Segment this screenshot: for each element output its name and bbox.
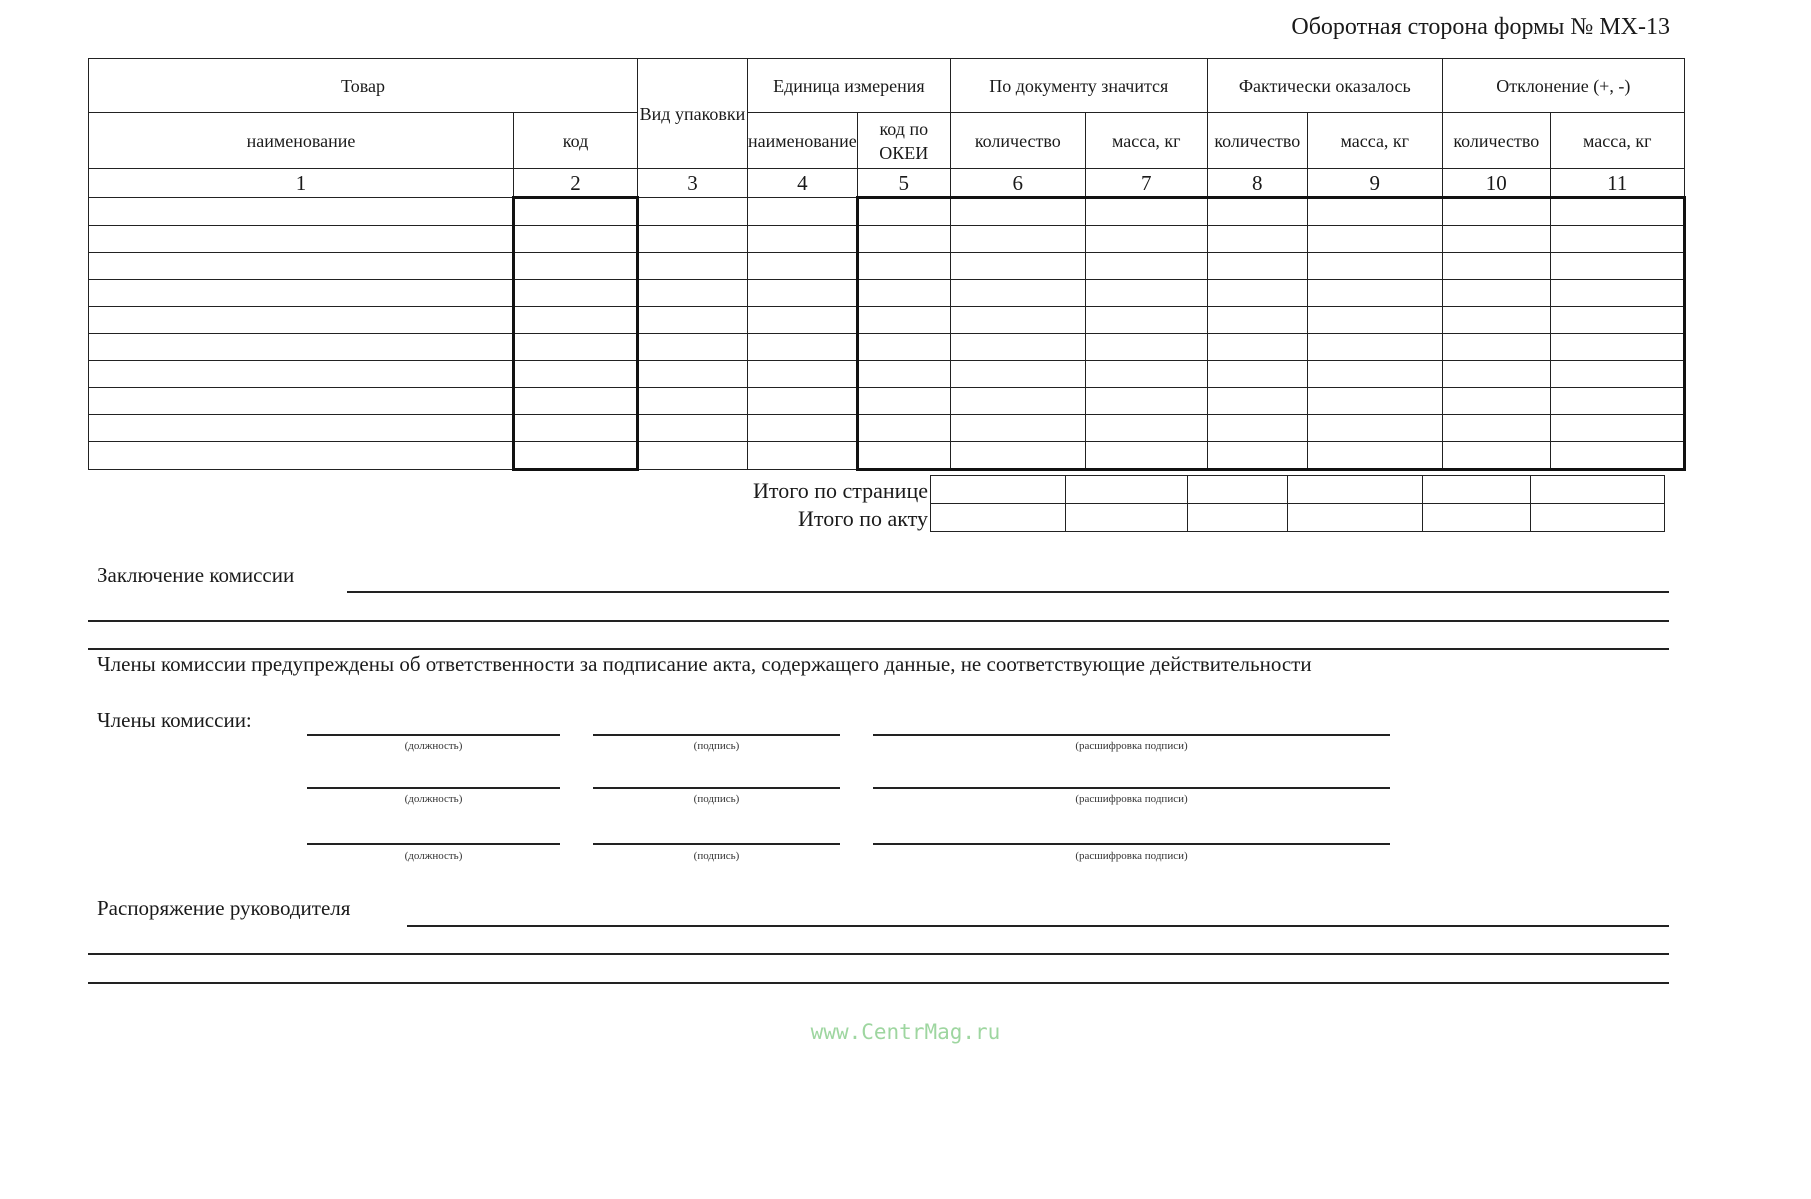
total-cell[interactable] xyxy=(1188,476,1288,504)
watermark: www.CentrMag.ru xyxy=(810,1020,1001,1044)
decoding-caption: (расшифровка подписи) xyxy=(1075,850,1188,862)
table-cell[interactable] xyxy=(1550,280,1684,307)
table-cell[interactable] xyxy=(950,253,1085,280)
column-number: 6 xyxy=(950,169,1085,198)
table-cell[interactable] xyxy=(1442,253,1550,280)
table-cell[interactable] xyxy=(638,334,748,361)
header-actual: Фактически оказалось xyxy=(1207,59,1442,113)
total-cell[interactable] xyxy=(1288,476,1423,504)
table-cell[interactable] xyxy=(1550,361,1684,388)
table-cell[interactable] xyxy=(89,307,514,334)
table-cell[interactable] xyxy=(1550,415,1684,442)
table-cell[interactable] xyxy=(950,198,1085,226)
decoding-line[interactable] xyxy=(873,787,1390,789)
table-cell[interactable] xyxy=(514,307,638,334)
decoding-line[interactable] xyxy=(873,734,1390,736)
table-cell[interactable] xyxy=(748,253,858,280)
column-number: 9 xyxy=(1307,169,1442,198)
table-cell[interactable] xyxy=(89,442,514,470)
table-cell[interactable] xyxy=(1207,415,1307,442)
table-cell[interactable] xyxy=(1085,307,1207,334)
table-cell[interactable] xyxy=(857,442,950,470)
header-actual-mass: масса, кг xyxy=(1307,113,1442,169)
position-line[interactable] xyxy=(307,787,560,789)
table-cell[interactable] xyxy=(1207,198,1307,226)
table-row xyxy=(89,198,1685,226)
table-cell[interactable] xyxy=(89,388,514,415)
table-row xyxy=(89,361,1685,388)
manager-order-line[interactable] xyxy=(88,982,1669,984)
table-cell[interactable] xyxy=(1307,280,1442,307)
page-total-row xyxy=(931,476,1665,504)
table-cell[interactable] xyxy=(748,198,858,226)
table-cell[interactable] xyxy=(1550,442,1684,470)
table-cell[interactable] xyxy=(857,361,950,388)
table-cell[interactable] xyxy=(950,226,1085,253)
table-cell[interactable] xyxy=(514,442,638,470)
total-cell[interactable] xyxy=(1531,504,1665,532)
members-label: Члены комиссии: xyxy=(97,708,252,732)
table-cell[interactable] xyxy=(514,198,638,226)
total-cell[interactable] xyxy=(1188,504,1288,532)
table-cell[interactable] xyxy=(1207,334,1307,361)
table-row xyxy=(89,226,1685,253)
table-cell[interactable] xyxy=(950,361,1085,388)
table-cell[interactable] xyxy=(748,280,858,307)
header-package-type: Вид упаковки xyxy=(638,59,748,169)
header-doc-mass: масса, кг xyxy=(1085,113,1207,169)
total-cell[interactable] xyxy=(1288,504,1423,532)
table-cell[interactable] xyxy=(1085,442,1207,470)
table-cell[interactable] xyxy=(1207,388,1307,415)
table-cell[interactable] xyxy=(1442,307,1550,334)
table-cell[interactable] xyxy=(1085,361,1207,388)
header-deviation-mass: масса, кг xyxy=(1550,113,1684,169)
table-cell[interactable] xyxy=(1207,280,1307,307)
table-cell[interactable] xyxy=(950,334,1085,361)
header-goods-code: код xyxy=(514,113,638,169)
table-cell[interactable] xyxy=(748,226,858,253)
manager-order-label: Распоряжение руководителя xyxy=(97,896,351,920)
table-cell[interactable] xyxy=(1207,361,1307,388)
conclusion-line[interactable] xyxy=(88,648,1669,650)
table-cell[interactable] xyxy=(638,442,748,470)
table-cell[interactable] xyxy=(1307,415,1442,442)
table-cell[interactable] xyxy=(950,415,1085,442)
column-number: 10 xyxy=(1442,169,1550,198)
table-cell[interactable] xyxy=(638,415,748,442)
form-title: Оборотная сторона формы № МХ-13 xyxy=(1291,14,1670,40)
table-cell[interactable] xyxy=(638,198,748,226)
table-cell[interactable] xyxy=(638,361,748,388)
total-cell[interactable] xyxy=(1066,504,1188,532)
header-by-document: По документу значится xyxy=(950,59,1207,113)
table-cell[interactable] xyxy=(950,307,1085,334)
table-cell[interactable] xyxy=(1207,442,1307,470)
table-cell[interactable] xyxy=(1442,442,1550,470)
column-number: 5 xyxy=(857,169,950,198)
page-total-label: Итого по странице xyxy=(753,478,928,503)
total-cell[interactable] xyxy=(931,476,1066,504)
table-cell[interactable] xyxy=(638,280,748,307)
table-cell[interactable] xyxy=(514,253,638,280)
conclusion-line[interactable] xyxy=(88,620,1669,622)
table-cell[interactable] xyxy=(1442,280,1550,307)
signature-line[interactable] xyxy=(593,734,840,736)
table-cell[interactable] xyxy=(1442,334,1550,361)
table-cell[interactable] xyxy=(514,361,638,388)
table-cell[interactable] xyxy=(1085,415,1207,442)
table-cell[interactable] xyxy=(89,280,514,307)
table-cell[interactable] xyxy=(1085,226,1207,253)
table-cell[interactable] xyxy=(1442,388,1550,415)
table-cell[interactable] xyxy=(89,415,514,442)
table-cell[interactable] xyxy=(950,442,1085,470)
table-cell[interactable] xyxy=(857,198,950,226)
signature-line[interactable] xyxy=(593,843,840,845)
table-cell[interactable] xyxy=(1307,307,1442,334)
table-cell[interactable] xyxy=(1207,226,1307,253)
table-cell[interactable] xyxy=(638,388,748,415)
table-cell[interactable] xyxy=(1307,388,1442,415)
table-cell[interactable] xyxy=(857,415,950,442)
table-cell[interactable] xyxy=(1550,198,1684,226)
table-cell[interactable] xyxy=(514,388,638,415)
table-cell[interactable] xyxy=(1550,226,1684,253)
commission-conclusion-label: Заключение комиссии xyxy=(97,563,295,587)
header-doc-quantity: количество xyxy=(950,113,1085,169)
table-cell[interactable] xyxy=(89,226,514,253)
table-cell[interactable] xyxy=(857,388,950,415)
table-cell[interactable] xyxy=(1550,388,1684,415)
table-row xyxy=(89,442,1685,470)
column-number: 7 xyxy=(1085,169,1207,198)
table-cell[interactable] xyxy=(1207,253,1307,280)
table-cell[interactable] xyxy=(1085,388,1207,415)
decoding-line[interactable] xyxy=(873,843,1390,845)
table-cell[interactable] xyxy=(1085,198,1207,226)
table-cell[interactable] xyxy=(1307,226,1442,253)
act-total-row xyxy=(931,504,1665,532)
column-numbers-row xyxy=(89,169,1685,198)
table-cell[interactable] xyxy=(1307,253,1442,280)
column-number: 1 xyxy=(89,169,514,198)
column-number: 2 xyxy=(514,169,638,198)
table-cell[interactable] xyxy=(857,280,950,307)
header-actual-quantity: количество xyxy=(1207,113,1307,169)
header-row-2 xyxy=(89,113,1685,169)
table-cell[interactable] xyxy=(514,280,638,307)
table-cell[interactable] xyxy=(514,334,638,361)
table-cell[interactable] xyxy=(748,442,858,470)
header-unit-name: наименование xyxy=(748,113,858,169)
table-cell[interactable] xyxy=(857,253,950,280)
table-cell[interactable] xyxy=(748,334,858,361)
total-cell[interactable] xyxy=(1423,504,1531,532)
table-row xyxy=(89,280,1685,307)
table-row xyxy=(89,334,1685,361)
header-deviation-quantity: количество xyxy=(1442,113,1550,169)
signature-caption: (подпись) xyxy=(693,793,740,805)
header-unit-code: код по ОКЕИ xyxy=(857,113,950,169)
table-cell[interactable] xyxy=(514,415,638,442)
position-caption: (должность) xyxy=(404,850,463,862)
column-number: 11 xyxy=(1550,169,1684,198)
table-cell[interactable] xyxy=(1442,415,1550,442)
table-cell[interactable] xyxy=(1085,280,1207,307)
totals-table xyxy=(930,475,1665,532)
goods-table xyxy=(88,58,1686,471)
table-cell[interactable] xyxy=(1307,361,1442,388)
table-cell[interactable] xyxy=(1207,307,1307,334)
table-cell[interactable] xyxy=(514,226,638,253)
header-row-1 xyxy=(89,59,1685,113)
table-cell[interactable] xyxy=(89,361,514,388)
decoding-caption: (расшифровка подписи) xyxy=(1075,793,1188,805)
header-deviation: Отклонение (+, -) xyxy=(1442,59,1684,113)
table-cell[interactable] xyxy=(857,307,950,334)
table-cell[interactable] xyxy=(748,361,858,388)
signature-caption: (подпись) xyxy=(693,850,740,862)
column-number: 4 xyxy=(748,169,858,198)
table-cell[interactable] xyxy=(748,415,858,442)
manager-order-line[interactable] xyxy=(407,925,1669,927)
table-cell[interactable] xyxy=(748,388,858,415)
table-cell[interactable] xyxy=(1442,361,1550,388)
position-line[interactable] xyxy=(307,843,560,845)
header-goods: Товар xyxy=(89,59,638,113)
total-cell[interactable] xyxy=(1066,476,1188,504)
total-cell[interactable] xyxy=(1531,476,1665,504)
table-cell[interactable] xyxy=(857,226,950,253)
warning-text: Члены комиссии предупреждены об ответственности за подписание акта, содержащего данные, не соответствующие действительности xyxy=(97,652,1312,676)
header-unit: Единица измерения xyxy=(748,59,951,113)
table-row xyxy=(89,415,1685,442)
column-number: 8 xyxy=(1207,169,1307,198)
table-row xyxy=(89,388,1685,415)
table-cell[interactable] xyxy=(1085,334,1207,361)
header-goods-name: наименование xyxy=(89,113,514,169)
table-cell[interactable] xyxy=(638,307,748,334)
table-cell[interactable] xyxy=(1550,253,1684,280)
signature-caption: (подпись) xyxy=(693,740,740,752)
table-cell[interactable] xyxy=(1307,334,1442,361)
table-cell[interactable] xyxy=(1307,442,1442,470)
table-cell[interactable] xyxy=(857,334,950,361)
table-cell[interactable] xyxy=(89,253,514,280)
table-cell[interactable] xyxy=(1550,307,1684,334)
table-cell[interactable] xyxy=(89,198,514,226)
conclusion-line[interactable] xyxy=(347,591,1669,593)
table-row xyxy=(89,307,1685,334)
table-cell[interactable] xyxy=(638,226,748,253)
position-caption: (должность) xyxy=(404,740,463,752)
table-row xyxy=(89,253,1685,280)
table-cell[interactable] xyxy=(638,253,748,280)
table-cell[interactable] xyxy=(1442,226,1550,253)
table-cell[interactable] xyxy=(1442,198,1550,226)
table-cell[interactable] xyxy=(1550,334,1684,361)
position-line[interactable] xyxy=(307,734,560,736)
total-cell[interactable] xyxy=(1423,476,1531,504)
table-cell[interactable] xyxy=(950,280,1085,307)
table-cell[interactable] xyxy=(89,334,514,361)
table-cell[interactable] xyxy=(1307,198,1442,226)
position-caption: (должность) xyxy=(404,793,463,805)
table-cell[interactable] xyxy=(748,307,858,334)
manager-order-line[interactable] xyxy=(88,953,1669,955)
table-cell[interactable] xyxy=(1085,253,1207,280)
column-number: 3 xyxy=(638,169,748,198)
act-total-label: Итого по акту xyxy=(798,506,928,531)
signature-line[interactable] xyxy=(593,787,840,789)
decoding-caption: (расшифровка подписи) xyxy=(1075,740,1188,752)
table-cell[interactable] xyxy=(950,388,1085,415)
total-cell[interactable] xyxy=(931,504,1066,532)
